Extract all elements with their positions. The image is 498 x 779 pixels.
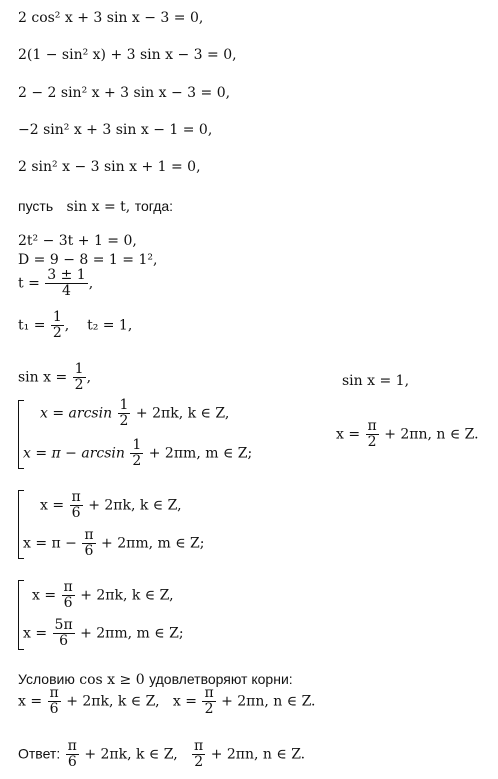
t1-numerator: 1 [52,309,62,325]
root-a-pre: x = [18,693,43,710]
root-b-fraction [202,686,215,717]
t-formula-denominator: 4 [62,283,71,299]
system2-line2-fraction [82,528,95,559]
system1-line2-post: + 2πm, m ∈ Z; [148,445,253,462]
answer-a-post: + 2πk, k ∈ Z, [84,746,178,763]
discriminant: D = 9 − 8 = 1 = 1², [18,252,158,268]
sin-half-fraction [73,362,86,393]
root-a-denominator: 6 [49,701,59,717]
system2-line2-post: + 2πm, m ∈ Z; [101,535,205,552]
solution-sin-one-numerator: π [367,418,377,434]
t-formula-lhs: t = [18,275,40,292]
case-sin-half [18,362,91,393]
system3-line1 [32,580,174,611]
system2-line1-fraction [70,490,83,521]
root-a-numerator: π [49,685,59,701]
system3-line1-numerator: π [63,579,73,595]
t-formula-comma: , [88,275,94,292]
system2-line1-denominator: 6 [71,505,81,521]
solution-sin-one [336,419,479,450]
root-b-post: + 2πn, n ∈ Z. [221,693,316,710]
system3-line2-fraction [53,618,75,649]
system3-line1-denominator: 6 [63,595,73,611]
system1-line1 [40,398,229,429]
substitution: sin x = t, [66,199,131,215]
answer-b-denominator: 2 [194,754,204,770]
sin-half-comma: , [86,369,92,386]
system1-line1-pre: x = arcsin [40,405,113,422]
t-roots [18,310,132,341]
system3-line2-denominator: 6 [59,633,69,649]
equation-line-1: 2 cos² x + 3 sin x − 3 = 0, [18,10,204,26]
system1-line2-numerator: 1 [132,437,142,453]
t1-fraction [51,310,64,341]
system1-line1-numerator: 1 [119,397,129,413]
answer-a-numerator: π [67,738,77,754]
system1-line1-fraction [118,398,131,429]
system1-line1-post: + 2πk, k ∈ Z, [135,405,230,422]
t1-lhs: t₁ = [18,317,46,334]
answer-a-fraction [66,739,79,770]
answer-label: Ответ: [18,745,61,762]
t-formula-fraction [45,268,87,299]
system3-line1-pre: x = [32,587,57,604]
root-a-fraction [48,686,61,717]
equation-line-2: 2(1 − sin² x) + 3 sin x − 3 = 0, [18,47,237,63]
then-word: тогда: [134,198,174,214]
system3-line2-post: + 2πm, m ∈ Z; [80,625,184,642]
condition-roots-text: удовлетворяют корни: [149,671,293,687]
solution-sin-one-denominator: 2 [367,434,377,450]
system1-line1-denominator: 2 [119,413,129,429]
root-b-numerator: π [204,685,214,701]
root-a-post: + 2πk, k ∈ Z, [66,693,160,710]
let-word: пусть [18,198,54,214]
sin-half-numerator: 1 [74,361,84,377]
equation-line-3: 2 − 2 sin² x + 3 sin x − 3 = 0, [18,85,231,101]
condition-word: Условию [18,671,75,687]
system1-line2 [23,438,252,469]
t1-comma: , [64,317,70,334]
system3-line1-fraction [62,580,75,611]
system2-line2-numerator: π [84,527,94,543]
system3-line2-pre: x = [23,625,48,642]
substitution-line [18,197,173,216]
system3-line1-post: + 2πk, k ∈ Z, [80,587,174,604]
equation-line-5: 2 sin² x − 3 sin x + 1 = 0, [18,159,201,175]
system1-line2-denominator: 2 [132,453,142,469]
system1-line2-pre: x = π − arcsin [23,445,125,462]
condition-inequality: cos x ≥ 0 [79,672,145,688]
system2-line2-pre: x = π − [23,535,77,552]
root-b-denominator: 2 [204,701,214,717]
system2-line1-post: + 2πk, k ∈ Z, [88,497,182,514]
t2-value: t₂ = 1, [87,317,133,334]
root-b-pre: x = [172,693,197,710]
solution-sin-one-post: + 2πn, n ∈ Z. [384,426,479,443]
answer-b-fraction [192,739,205,770]
selected-roots [18,686,316,717]
equation-line-4: −2 sin² x + 3 sin x − 1 = 0, [18,122,213,138]
system3-line2-numerator: 5π [54,617,73,633]
answer-b-numerator: π [194,738,204,754]
system2-line1 [40,490,182,521]
system2-line2-denominator: 6 [84,543,94,559]
solution-sin-one-fraction [366,419,379,450]
sin-half-lhs: sin x = [18,369,68,386]
t1-denominator: 2 [52,325,62,341]
sin-half-denominator: 2 [74,377,84,393]
system2-line2 [23,528,204,559]
t-formula-numerator: 3 ± 1 [47,267,86,283]
solution-sin-one-pre: x = [336,426,361,443]
quadratic-equation: 2t² − 3t + 1 = 0, [18,233,137,249]
system2-line1-numerator: π [71,489,81,505]
t-formula [18,268,93,299]
system3-line2 [23,618,184,649]
system1-line2-fraction [130,438,143,469]
answer-b-post: + 2πn, n ∈ Z. [210,746,306,763]
answer-a-denominator: 6 [67,754,77,770]
system2-line1-pre: x = [40,497,65,514]
case-sin-one: sin x = 1, [342,373,410,389]
answer-line [18,739,305,770]
